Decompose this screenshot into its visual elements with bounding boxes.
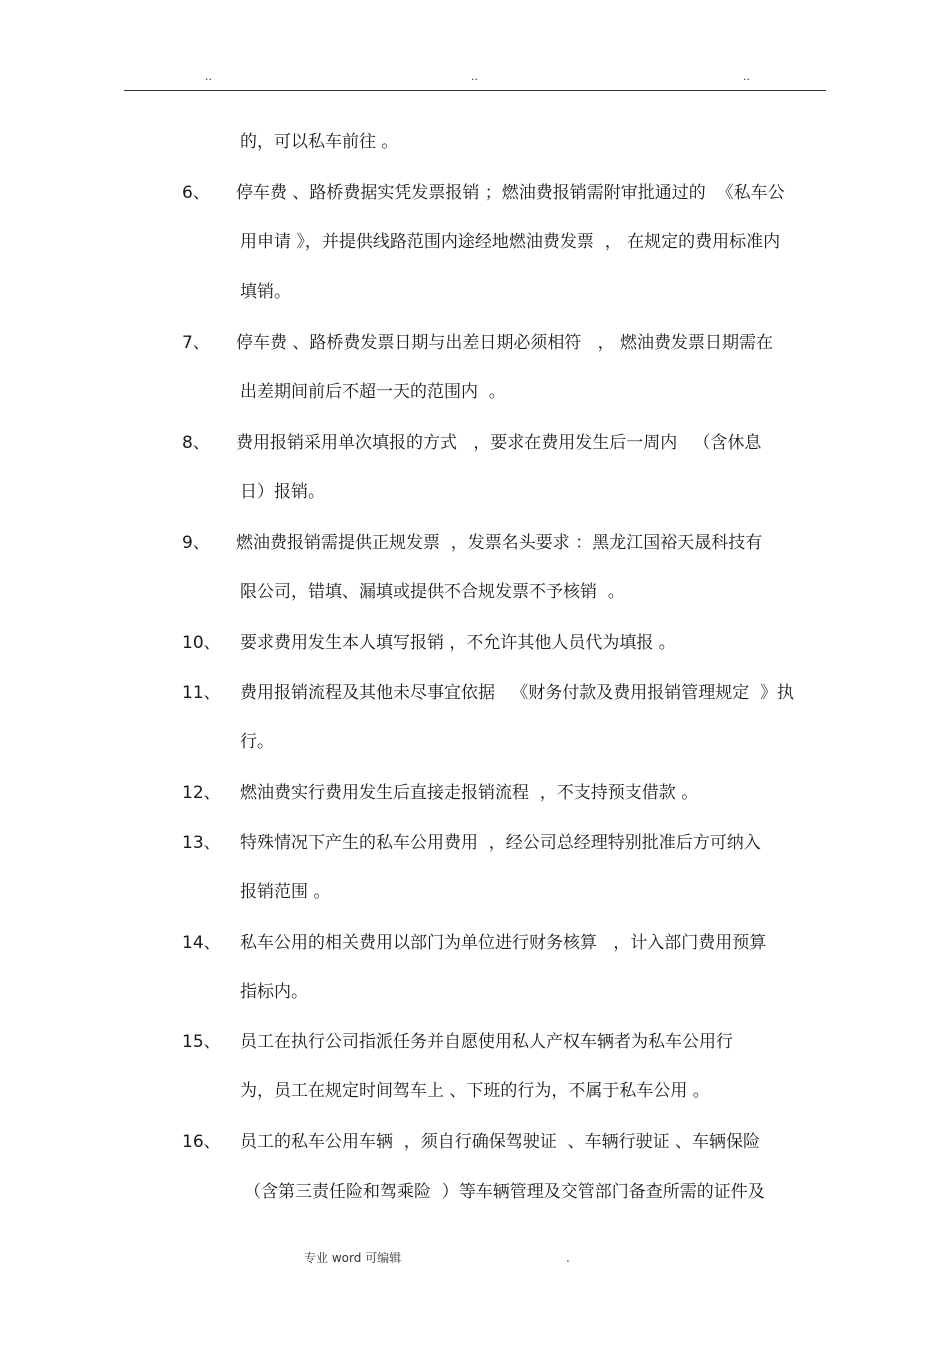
header-rule [124,90,826,91]
item-line: 报销范围 。 [240,882,331,902]
item-number: 12、 [182,783,221,803]
item-number: 16、 [182,1132,221,1152]
item-line: 为，员工在规定时间驾车上 、下班的行为，不属于私车公用 。 [240,1081,710,1101]
item-line: 限公司，错填、漏填或提供不合规发票不予核销 。 [240,582,625,602]
footer-dot: . [566,1251,570,1265]
item-line: 要求费用发生本人填写报销 ，不允许其他人员代为填报 。 [240,633,676,653]
item-number: 13、 [182,833,221,853]
item-line: （含第三责任险和驾乘险 ）等车辆管理及交管部门备查所需的证件及 [244,1182,765,1202]
header-mark-right: .. [743,70,750,83]
item-line: 费用报销采用单次填报的方式 ，要求在费用发生后一周内 （含休息 [236,433,762,453]
footer-text: 专业 word 可编辑 [304,1251,402,1265]
item-line: 指标内。 [240,982,308,1002]
item-line: 停车费 、路桥费发票日期与出差日期必须相符 ， 燃油费发票日期需在 [236,333,774,353]
item-number: 7、 [182,333,210,353]
item-number: 6、 [182,183,210,203]
item-number: 15、 [182,1032,221,1052]
item-line: 费用报销流程及其他未尽事宜依据 《财务付款及费用报销管理规定 》执 [240,683,795,703]
item-line: 的，可以私车前往 。 [240,132,399,152]
item-line: 燃油费报销需提供正规发票 ，发票名头要求 ：黑龙江国裕天晟科技有 [236,533,763,553]
item-number: 14、 [182,933,221,953]
item-line: 填销。 [240,282,291,302]
item-line: 停车费 、路桥费据实凭发票报销 ；燃油费报销需附审批通过的 《私车公 [236,183,785,203]
item-number: 8、 [182,433,210,453]
header-mark-center: .. [471,70,478,83]
item-line: 燃油费实行费用发生后直接走报销流程 ，不支持预支借款 。 [240,783,699,803]
item-line: 出差期间前后不超一天的范围内 。 [240,382,506,402]
item-line: 员工的私车公用车辆 ，须自行确保驾驶证 、车辆行驶证 、车辆保险 [240,1132,761,1152]
item-line: 特殊情况下产生的私车公用费用 ，经公司总经理特别批准后方可纳入 [240,833,761,853]
item-line: 日）报销。 [240,482,325,502]
item-number: 10、 [182,633,221,653]
item-number: 9、 [182,533,210,553]
header-mark-left: .. [205,70,212,83]
item-line: 行。 [240,732,274,752]
item-line: 员工在执行公司指派任务并自愿使用私人产权车辆者为私车公用行 [240,1032,733,1052]
item-line: 用申请 》，并提供线路范围内途经地燃油费发票 ， 在规定的费用标准内 [240,232,781,252]
item-line: 私车公用的相关费用以部门为单位进行财务核算 ，计入部门费用预算 [240,933,767,953]
item-number: 11、 [182,683,221,703]
